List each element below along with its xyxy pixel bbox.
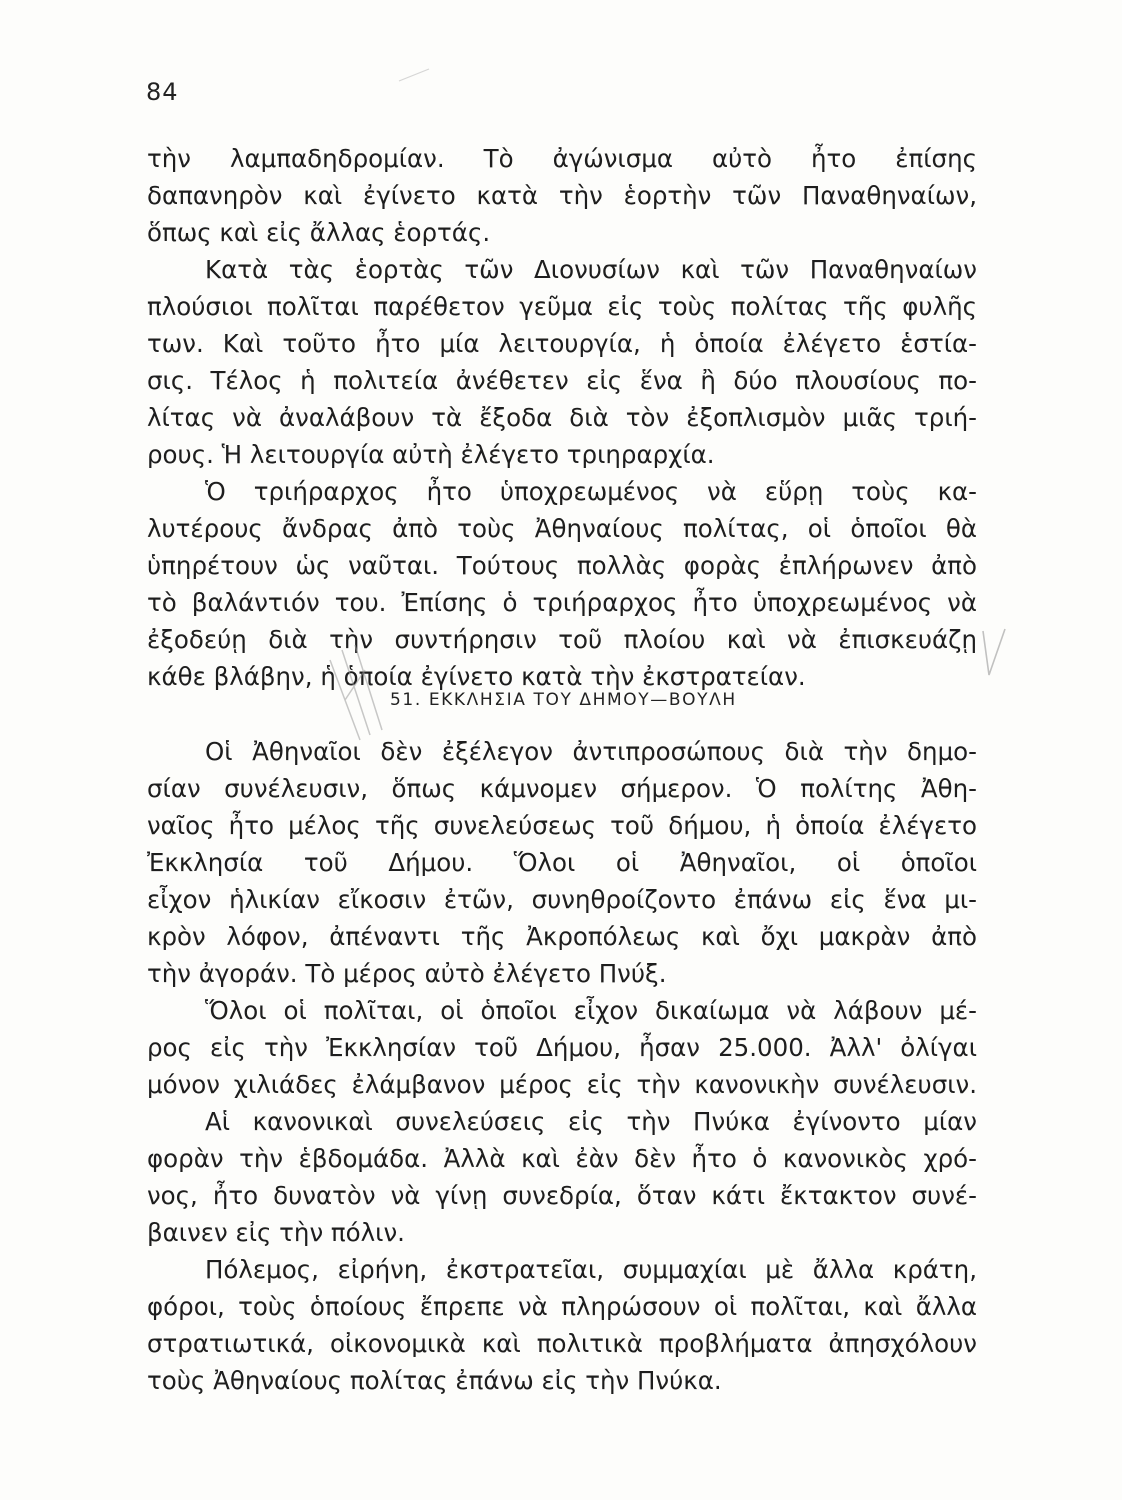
text-line: φορὰν τὴν ἑβδομάδα. Ἀλλὰ καὶ ἐὰν δὲν ἦτο ὁ κανονικὸς χρό- [147,1144,977,1173]
text-line: νος, ἦτο δυνατὸν νὰ γίνῃ συνεδρία, ὅταν κάτι ἔκτακτον συνέ- [147,1181,977,1210]
text-line: ρος εἰς τὴν Ἐκκλησίαν τοῦ Δήμου, ἦσαν 25.000. Ἀλλ' ὀλίγαι [147,1033,977,1062]
text-line: λίτας νὰ ἀναλάβουν τὰ ἔξοδα διὰ τὸν ἐξοπλισμὸν μιᾶς τριή- [147,403,977,432]
text-line: κάθε βλάβην, ἡ ὁποία ἐγίνετο κατὰ τὴν ἐκστρατείαν. [147,662,806,691]
text-line: βαινεν εἰς τὴν πόλιν. [147,1218,405,1247]
text-line: ρους. Ἡ λειτουργία αὐτὴ ἐλέγετο τριηραρχία. [147,440,715,469]
text-line: τὸ βαλάντιόν του. Ἐπίσης ὁ τριήραρχος ἦτο ὑποχρεωμένος νὰ [147,588,977,617]
text-line: των. Καὶ τοῦτο ἦτο μία λειτουργία, ἡ ὁποία ἐλέγετο ἑστία- [147,329,977,358]
pencil-stroke-mark [395,65,435,85]
page-number: 84 [146,78,179,106]
text-line: τὴν λαμπαδηδρομίαν. Τὸ ἀγώνισμα αὐτὸ ἦτο ἐπίσης [147,144,977,173]
text-line: σις. Τέλος ἡ πολιτεία ἀνέθετεν εἰς ἕνα ἢ δύο πλουσίους πο- [147,366,977,395]
text-line: φόροι, τοὺς ὁποίους ἔπρεπε νὰ πληρώσουν οἱ πολῖται, καὶ ἄλλα [147,1292,977,1321]
text-line: Ὁ τριήραρχος ἦτο ὑποχρεωμένος νὰ εὕρῃ τοὺς κα- [205,477,977,506]
text-line: ἐξοδεύῃ διὰ τὴν συντήρησιν τοῦ πλοίου καὶ νὰ ἐπισκευάζῃ [147,625,977,654]
text-line: στρατιωτικά, οἰκονομικὰ καὶ πολιτικὰ προβλήματα ἀπησχόλουν [147,1329,977,1358]
text-line: Πόλεμος, εἰρήνη, ἐκστρατεῖαι, συμμαχίαι μὲ ἄλλα κράτη, [205,1255,977,1284]
text-line: Κατὰ τὰς ἑορτὰς τῶν Διονυσίων καὶ τῶν Παναθηναίων [205,255,977,284]
text-line: Ὅλοι οἱ πολῖται, οἱ ὁποῖοι εἶχον δικαίωμα νὰ λάβουν μέ- [205,996,977,1025]
text-line: δαπανηρὸν καὶ ἐγίνετο κατὰ τὴν ἑορτὴν τῶν Παναθηναίων, [147,181,977,210]
text-line: Οἱ Ἀθηναῖοι δὲν ἐξέλεγον ἀντιπροσώπους διὰ τὴν δημο- [205,737,977,766]
text-line: πλούσιοι πολῖται παρέθετον γεῦμα εἰς τοὺς πολίτας τῆς φυλῆς [147,292,977,321]
text-line: εἶχον ἡλικίαν εἴκοσιν ἐτῶν, συνηθροίζοντο ἐπάνω εἰς ἕνα μι- [147,885,977,914]
section-heading: 51. ΕΚΚΛΗΣΙΑ ΤΟΥ ΔΗΜΟΥ—ΒΟΥΛΗ [390,690,737,710]
text-line: ὅπως καὶ εἰς ἄλλας ἑορτάς. [147,218,491,247]
text-line: κρὸν λόφον, ἀπέναντι τῆς Ἀκροπόλεως καὶ ὄχι μακρὰν ἀπὸ [147,922,977,951]
text-line: σίαν συνέλευσιν, ὅπως κάμνομεν σήμερον. Ὁ πολίτης Ἀθη- [147,774,977,803]
text-line: τοὺς Ἀθηναίους πολίτας ἐπάνω εἰς τὴν Πνύκα. [147,1366,722,1395]
pencil-check-mark [975,625,1015,685]
text-line: ὑπηρέτουν ὡς ναῦται. Τούτους πολλὰς φορὰς ἐπλήρωνεν ἀπὸ [147,551,977,580]
text-line: ναῖος ἦτο μέλος τῆς συνελεύσεως τοῦ δήμου, ἡ ὁποία ἐλέγετο [147,811,977,840]
text-line: Αἱ κανονικαὶ συνελεύσεις εἰς τὴν Πνύκα ἐγίνοντο μίαν [205,1107,977,1136]
text-line: μόνον χιλιάδες ἐλάμβανον μέρος εἰς τὴν κανονικὴν συνέλευσιν. [147,1070,977,1099]
text-line: τὴν ἀγοράν. Τὸ μέρος αὐτὸ ἐλέγετο Πνύξ. [147,959,667,988]
text-line: Ἐκκλησία τοῦ Δήμου. Ὅλοι οἱ Ἀθηναῖοι, οἱ ὁποῖοι [147,848,977,877]
text-line: λυτέρους ἄνδρας ἀπὸ τοὺς Ἀθηναίους πολίτας, οἱ ὁποῖοι θὰ [147,514,977,543]
